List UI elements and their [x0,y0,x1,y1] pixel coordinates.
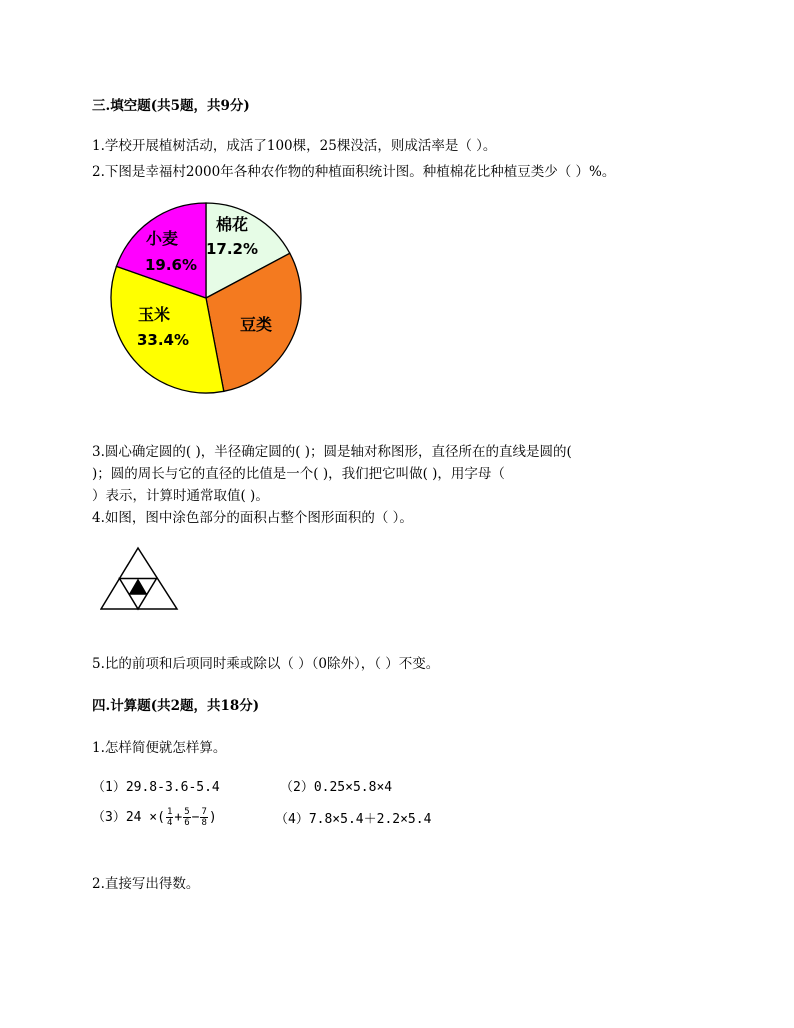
fraction-numerator: 1 [166,807,173,817]
pie-value-label-2: 33.4% [136,331,190,349]
operator-minus: − [191,810,200,825]
question-3-2: 2.下图是幸福村2000年各种农作物的种植面积统计图。种植棉花比种植豆类少（ ）%。 [92,164,616,180]
fraction-7-8 [200,807,207,828]
section-3-heading: 三.填空题(共5题，共9分) [92,98,250,114]
triangle-figure [100,545,180,613]
question-4-2: 2.直接写出得数。 [92,876,200,892]
fraction-denominator: 8 [201,818,207,828]
fraction-5-6 [183,807,190,828]
fraction-denominator: 6 [184,818,190,828]
question-3-4: 4.如图，图中涂色部分的面积占整个图形面积的（ ）。 [92,510,413,526]
calc-item-3 [92,806,217,828]
pie-label-2: 玉米 [137,305,171,324]
fraction-numerator: 7 [201,807,207,817]
calc-item-3-prefix: （3）24 ×( [92,810,165,825]
calc-item-4: （4）7.8×5.4＋2.2×5.4 [275,812,432,827]
question-4-1: 1.怎样简便就怎样算。 [92,740,227,756]
question-3-3-line-3: ）表示，计算时通常取值( )。 [92,488,269,504]
question-3-1: 1.学校开展植树活动，成活了100棵，25棵没活，则成活率是（ ）。 [92,138,497,154]
question-3-3-line-2: )；圆的周长与它的直径的比值是一个( )，我们把它叫做( )，用字母（ [92,466,505,482]
pie-label-0: 棉花 [215,215,249,234]
question-3-3-line-1: 3.圆心确定圆的( )，半径确定圆的( )；圆是轴对称图形，直径所在的直线是圆的( [92,444,572,460]
pie-label-3: 小麦 [145,229,179,248]
calc-item-2: （2）0.25×5.8×4 [280,780,393,795]
fraction-1-4 [166,807,173,828]
operator-plus: + [174,810,183,825]
pie-label-1: 豆类 [239,315,273,334]
pie-value-label-0: 17.2% [205,240,259,258]
section-4-heading: 四.计算题(共2题，共18分) [92,698,260,714]
crop-area-pie-chart [106,200,310,400]
calc-item-3-suffix: ) [208,810,217,825]
question-3-5: 5.比的前项和后项同时乘或除以（ ）（0除外），（ ）不变。 [92,656,440,672]
fraction-denominator: 4 [166,818,173,828]
pie-value-label-3: 19.6% [144,256,198,274]
fraction-numerator: 5 [184,807,190,817]
calc-item-1: （1）29.8-3.6-5.4 [92,780,220,795]
